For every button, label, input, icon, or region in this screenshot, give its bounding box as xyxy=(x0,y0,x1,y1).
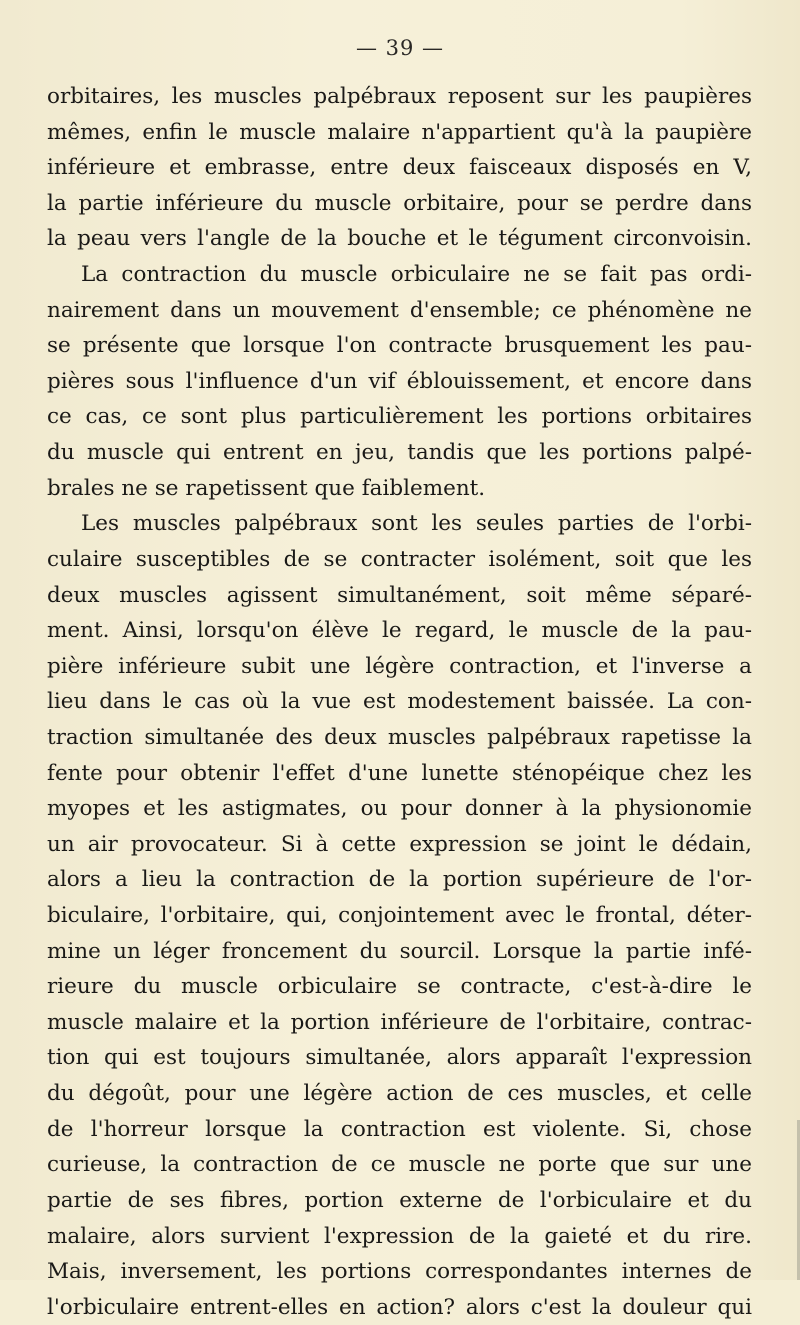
text-line: tion qui est toujours simultanée, alors apparaît l'expression xyxy=(47,1045,752,1071)
text-line: malaire, alors survient l'expression de la gaieté et du rire. xyxy=(47,1223,752,1249)
text-line: inférieure et embrasse, entre deux faisceaux disposés en V, xyxy=(47,155,752,181)
text-line: du dégoût, pour une légère action de ces muscles, et celle xyxy=(47,1081,752,1107)
text-line: de l'horreur lorsque la contraction est violente. Si, chose xyxy=(47,1116,752,1142)
text-line: ment. Ainsi, lorsqu'on élève le regard, le muscle de la pau- xyxy=(47,618,752,644)
text-line: pière inférieure subit une légère contraction, et l'inverse a xyxy=(47,653,752,679)
text-line: traction simultanée des deux muscles palpébraux rapetisse la xyxy=(47,724,752,750)
text-line: muscle malaire et la portion inférieure de l'orbitaire, contrac- xyxy=(47,1009,752,1035)
body-text xyxy=(47,79,752,1325)
text-line: rieure du muscle orbiculaire se contracte, c'est-à-dire le xyxy=(47,974,752,1000)
text-line: du muscle qui entrent en jeu, tandis que les portions palpé- xyxy=(47,440,752,466)
text-line: lieu dans le cas où la vue est modestement baissée. La con- xyxy=(47,689,752,715)
text-line: l'orbiculaire entrent-elles en action? alors c'est la douleur qui xyxy=(47,1294,752,1320)
text-line: fente pour obtenir l'effet d'une lunette sténopéique chez les xyxy=(47,760,752,786)
text-line: mêmes, enfin le muscle malaire n'appartient qu'à la paupière xyxy=(47,119,752,145)
text-line: la partie inférieure du muscle orbitaire, pour se perdre dans xyxy=(47,190,752,216)
text-line: alors a lieu la contraction de la portion supérieure de l'or- xyxy=(47,867,752,893)
text-line: orbitaires, les muscles palpébraux reposent sur les paupières xyxy=(47,84,752,109)
text-line: mine un léger froncement du sourcil. Lorsque la partie infé- xyxy=(47,938,752,964)
page-number: — 39 — xyxy=(355,36,445,60)
text-line: Les muscles palpébraux sont les seules parties de l'orbi- xyxy=(81,511,752,537)
text-line: ce cas, ce sont plus particulièrement les portions orbitaires xyxy=(47,404,752,430)
text-line: pières sous l'influence d'un vif éblouissement, et encore dans xyxy=(47,368,752,394)
text-line: La contraction du muscle orbiculaire ne se fait pas ordi- xyxy=(81,262,752,288)
text-line: deux muscles agissent simultanément, soit même séparé- xyxy=(47,582,752,608)
text-line: un air provocateur. Si à cette expression se joint le dédain, xyxy=(47,831,752,857)
text-line: nairement dans un mouvement d'ensemble; ce phénomène ne xyxy=(47,297,752,323)
text-line: brales ne se rapetissent que faiblement. xyxy=(47,475,486,501)
text-line: se présente que lorsque l'on contracte brusquement les pau- xyxy=(47,333,752,359)
text-line: biculaire, l'orbitaire, qui, conjointement avec le frontal, déter- xyxy=(47,903,752,929)
text-line: culaire susceptibles de se contracter isolément, soit que les xyxy=(47,546,752,572)
text-line: Mais, inversement, les portions correspondantes internes de xyxy=(47,1259,752,1285)
text-line: partie de ses fibres, portion externe de l'orbiculaire et du xyxy=(47,1187,752,1213)
text-line: curieuse, la contraction de ce muscle ne porte que sur une xyxy=(47,1152,752,1178)
text-line: la peau vers l'angle de la bouche et le tégument circonvoisin. xyxy=(47,226,752,252)
text-line: myopes et les astigmates, ou pour donner à la physionomie xyxy=(47,796,752,822)
